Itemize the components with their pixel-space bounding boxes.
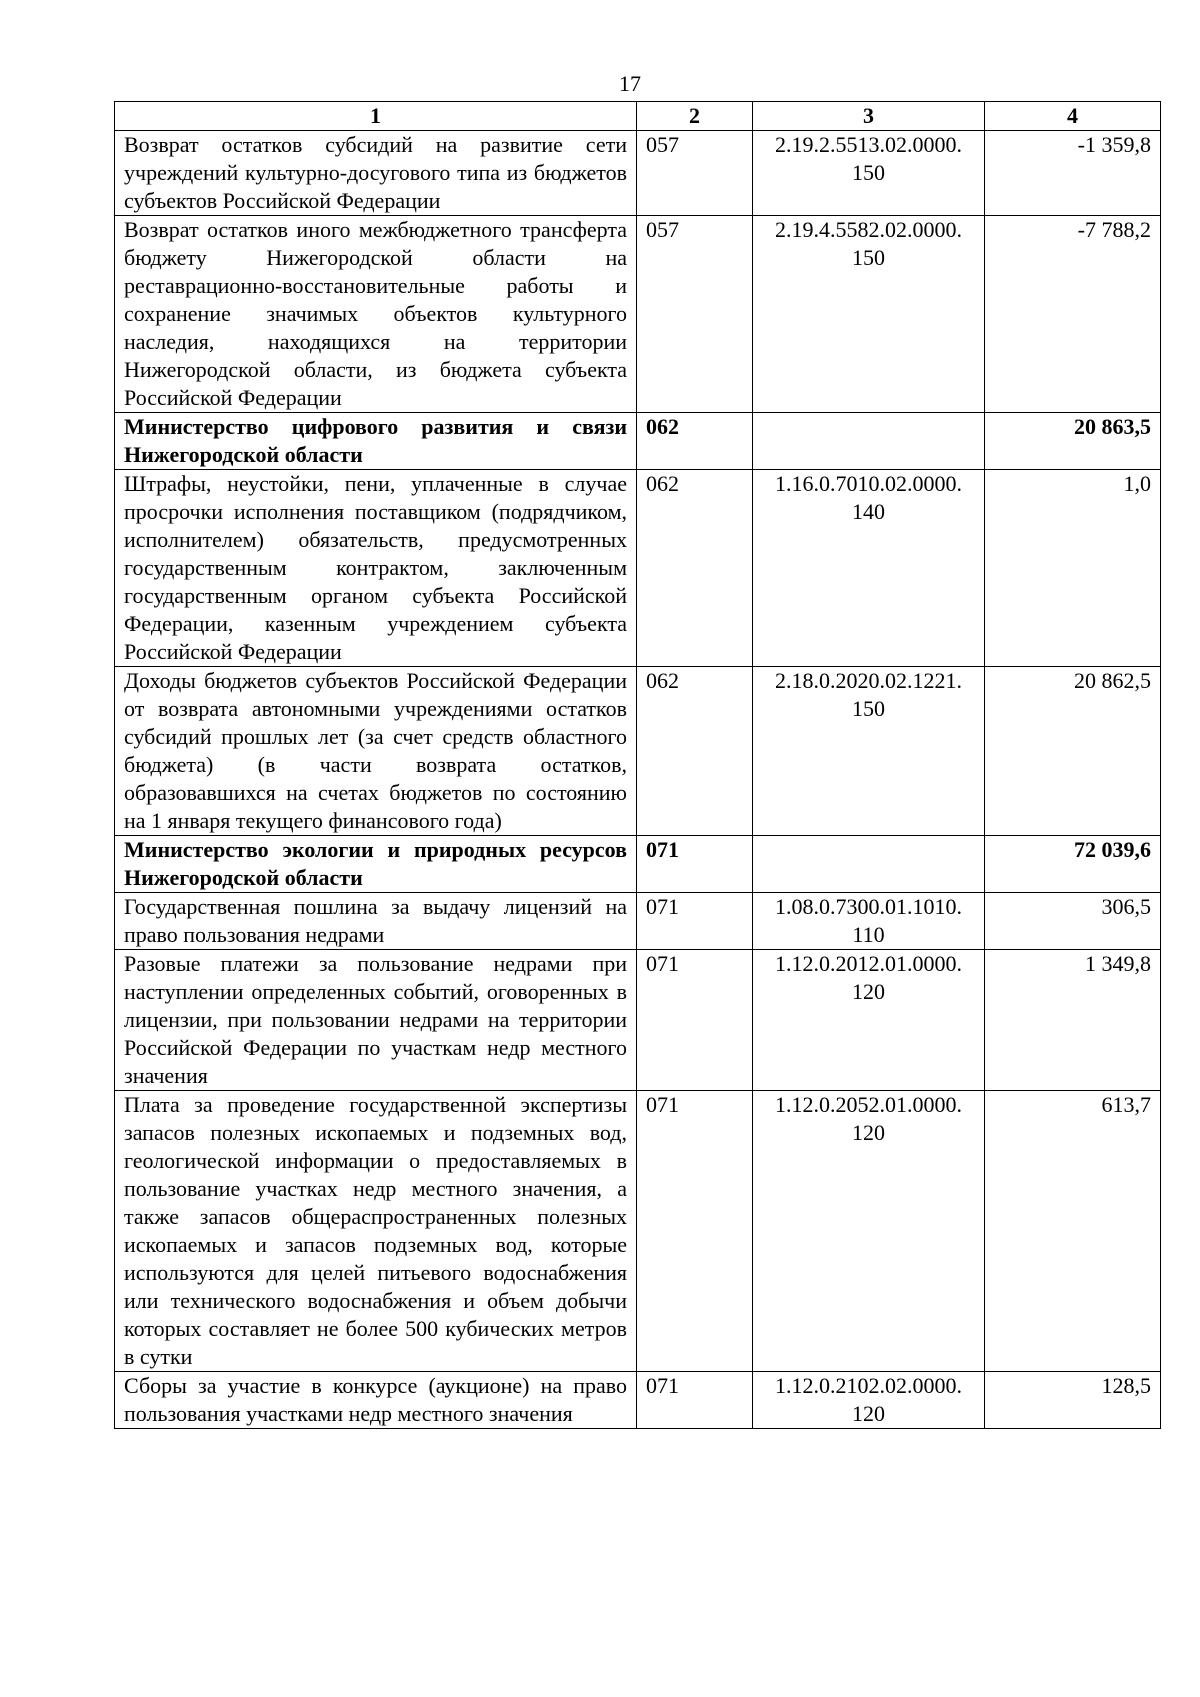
table-row (115, 470, 1161, 667)
row-amount: -1 359,8 (985, 131, 1161, 216)
header-col-1: 1 (115, 102, 637, 131)
row-admin-code: 062 (637, 470, 753, 667)
header-col-2: 2 (637, 102, 753, 131)
row-amount: 306,5 (985, 893, 1161, 950)
row-budget-code (753, 216, 985, 413)
row-description: Плата за проведение государственной экспертизы запасов полезных ископаемых и подземных вод, геологической информации о предоставляемых в пользование участках недр местного значения, а также запасов общераспространенных полезных ископаемых и запасов подземных вод, которые используются для целей питьевого водоснабжения или технического водоснабжения и объем добычи которых составляет не более 500 кубических метров в сутки (115, 1091, 637, 1372)
row-admin-code: 057 (637, 216, 753, 413)
header-col-4: 4 (985, 102, 1161, 131)
table-row (115, 836, 1161, 893)
row-amount: 20 863,5 (985, 413, 1161, 470)
table-row (115, 893, 1161, 950)
budget-code-part-2: 120 (852, 1120, 885, 1145)
budget-code-part-1: 1.08.0.7300.01.1010. (775, 894, 962, 919)
row-description: Разовые платежи за пользование недрами при наступлении определенных событий, оговоренных в лицензии, при пользовании недрами на территории Российской Федерации по участкам недр местного значения (115, 950, 637, 1091)
budget-code-part-2: 150 (852, 245, 885, 270)
row-description: Возврат остатков субсидий на развитие сети учреждений культурно-досугового типа из бюджетов субъектов Российской Федерации (115, 131, 637, 216)
row-description: Штрафы, неустойки, пени, уплаченные в случае просрочки исполнения поставщиком (подрядчиком, исполнителем) обязательств, предусмотренных государственным контрактом, заключенным государственным органом субъекта Российской Федерации, казенным учреждением субъекта Российской Федерации (115, 470, 637, 667)
table-row (115, 667, 1161, 836)
row-admin-code: 071 (637, 893, 753, 950)
row-amount: 72 039,6 (985, 836, 1161, 893)
row-amount: 1 349,8 (985, 950, 1161, 1091)
row-description: Министерство цифрового развития и связи Нижегородской области (115, 413, 637, 470)
row-budget-code (753, 1091, 985, 1372)
revenue-table (114, 101, 1161, 1429)
row-amount: 1,0 (985, 470, 1161, 667)
row-budget-code (753, 950, 985, 1091)
row-budget-code (753, 1372, 985, 1429)
budget-code-part-2: 120 (852, 1401, 885, 1426)
row-admin-code: 057 (637, 131, 753, 216)
budget-code-part-1: 1.12.0.2052.01.0000. (775, 1092, 962, 1117)
row-budget-code (753, 413, 985, 470)
row-amount: 128,5 (985, 1372, 1161, 1429)
row-amount: 613,7 (985, 1091, 1161, 1372)
row-admin-code: 062 (637, 667, 753, 836)
table-row (115, 413, 1161, 470)
budget-code-part-1: 2.19.2.5513.02.0000. (775, 132, 962, 157)
row-description: Министерство экологии и природных ресурсов Нижегородской области (115, 836, 637, 893)
table-row (115, 1091, 1161, 1372)
row-admin-code: 062 (637, 413, 753, 470)
table-row (115, 1372, 1161, 1429)
table-row (115, 950, 1161, 1091)
page-number: 17 (619, 71, 641, 96)
budget-code-part-1: 2.18.0.2020.02.1221. (775, 668, 962, 693)
row-description: Сборы за участие в конкурсе (аукционе) на право пользования участками недр местного значения (115, 1372, 637, 1429)
row-budget-code (753, 836, 985, 893)
budget-code-part-2: 110 (852, 922, 885, 947)
budget-code-part-2: 150 (852, 160, 885, 185)
row-budget-code (753, 131, 985, 216)
table-body (115, 131, 1161, 1429)
table-header (115, 102, 1161, 131)
budget-code-part-1: 1.12.0.2012.01.0000. (775, 951, 962, 976)
row-amount: -7 788,2 (985, 216, 1161, 413)
row-budget-code (753, 667, 985, 836)
budget-code-part-1: 1.12.0.2102.02.0000. (775, 1373, 962, 1398)
row-description: Возврат остатков иного межбюджетного трансферта бюджету Нижегородской области на реставрационно-восстановительные работы и сохранение значимых объектов культурного наследия, находящихся на территории Нижегородской области, из бюджета субъекта Российской Федерации (115, 216, 637, 413)
row-admin-code: 071 (637, 1091, 753, 1372)
table-row (115, 216, 1161, 413)
row-amount: 20 862,5 (985, 667, 1161, 836)
row-budget-code (753, 470, 985, 667)
row-description: Доходы бюджетов субъектов Российской Федерации от возврата автономными учреждениями остатков субсидий прошлых лет (за счет средств областного бюджета) (в части возврата остатков, образовавшихся на счетах бюджетов по состоянию на 1 января текущего финансового года) (115, 667, 637, 836)
budget-code-part-2: 120 (852, 979, 885, 1004)
budget-code-part-1: 1.16.0.7010.02.0000. (775, 471, 962, 496)
budget-code-part-1: 2.19.4.5582.02.0000. (775, 217, 962, 242)
row-admin-code: 071 (637, 1372, 753, 1429)
budget-code-part-2: 150 (852, 696, 885, 721)
row-description: Государственная пошлина за выдачу лицензий на право пользования недрами (115, 893, 637, 950)
row-admin-code: 071 (637, 836, 753, 893)
row-admin-code: 071 (637, 950, 753, 1091)
row-budget-code (753, 893, 985, 950)
budget-code-part-2: 140 (852, 499, 885, 524)
table-row (115, 131, 1161, 216)
header-row (115, 102, 1161, 131)
header-col-3: 3 (753, 102, 985, 131)
